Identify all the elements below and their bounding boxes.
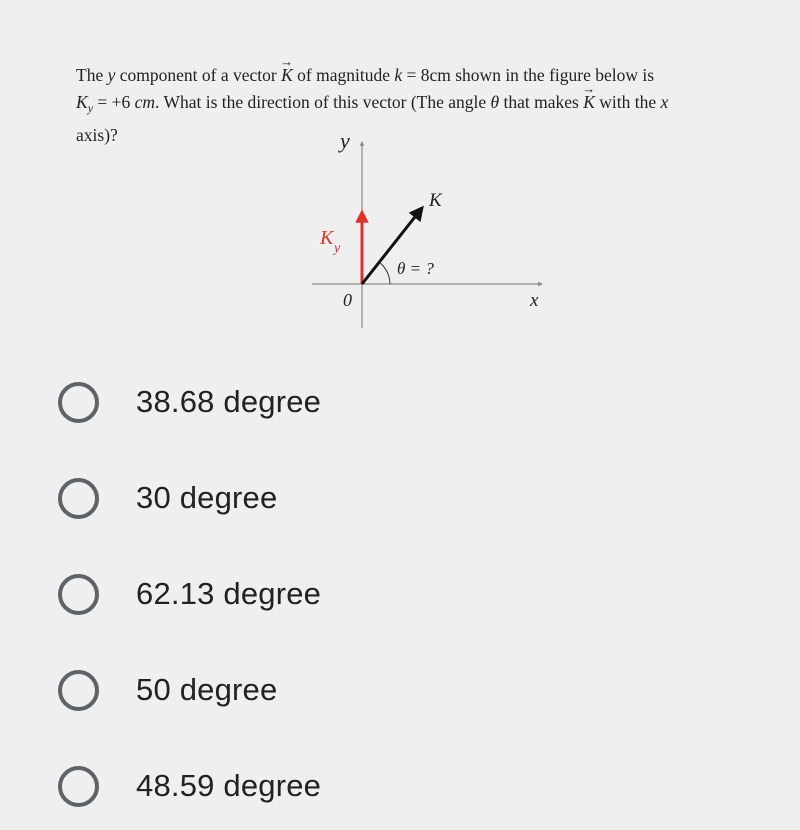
question-line-2 — [76, 89, 744, 122]
vector-k-symbol: → K — [281, 62, 293, 89]
question-subscript-y: y — [87, 101, 94, 115]
answer-option[interactable] — [58, 760, 321, 812]
question-line-1 — [76, 62, 744, 89]
answer-option[interactable] — [58, 568, 321, 620]
origin-label: 0 — [343, 290, 352, 310]
answer-option-label: 50 degree — [136, 672, 278, 707]
question-var-K: K — [76, 92, 88, 112]
radio-button[interactable] — [58, 670, 99, 711]
question-fragment: component of a vector — [115, 65, 282, 85]
x-axis-label: x — [530, 290, 539, 311]
answer-option[interactable] — [58, 376, 321, 428]
vector-diagram-svg — [290, 128, 560, 338]
ky-label: K — [320, 227, 334, 249]
question-line-3: axis)? — [76, 125, 118, 145]
question-unit-cm: cm — [134, 92, 156, 112]
question-var-k: k — [394, 65, 403, 85]
answer-option-label: 62.13 degree — [136, 576, 322, 611]
question-fragment: of magnitude — [292, 65, 395, 85]
angle-label: θ = ? — [397, 259, 434, 278]
y-axis-label: y — [340, 128, 350, 153]
answer-option-label: 48.59 degree — [136, 768, 322, 803]
radio-button[interactable] — [58, 766, 99, 807]
question-fragment: = 8cm shown in the figure below is — [402, 65, 655, 85]
k-vector-label: K — [429, 190, 442, 211]
radio-button[interactable] — [58, 574, 99, 615]
vector-diagram — [290, 128, 560, 338]
ky-label-subscript: y — [334, 241, 341, 256]
question-fragment: that makes — [499, 92, 584, 112]
answer-option-label: 38.68 degree — [136, 384, 322, 419]
radio-button[interactable] — [58, 382, 99, 423]
question-var-x: x — [660, 92, 669, 112]
answer-option[interactable] — [58, 664, 277, 716]
radio-button[interactable] — [58, 478, 99, 519]
vector-k-symbol: → K — [583, 89, 595, 116]
answer-option[interactable] — [58, 472, 277, 524]
question-var-theta: θ — [490, 92, 500, 112]
angle-arc — [379, 262, 390, 284]
question-fragment: . What is the direction of this vector (The angle — [155, 92, 491, 112]
question-fragment: = +6 — [93, 92, 135, 112]
answer-option-label: 30 degree — [136, 480, 278, 515]
question-fragment: with the — [594, 92, 661, 112]
question-var-y: y — [107, 65, 116, 85]
question-fragment: The — [76, 65, 108, 85]
